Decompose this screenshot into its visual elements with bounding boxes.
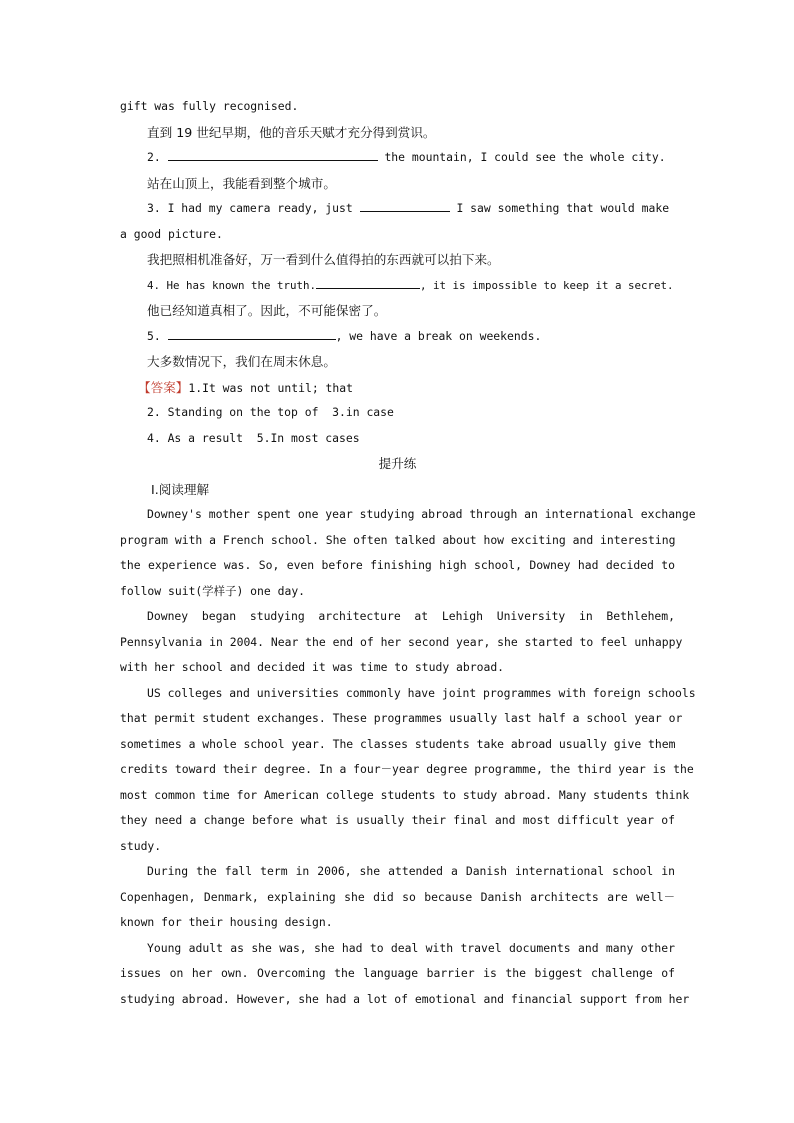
- question-5-number: 5.: [147, 328, 161, 343]
- q1-english-tail: gift was fully recognised.: [120, 99, 299, 113]
- question-4-number: 4.: [147, 278, 161, 292]
- question-4-text-after: , it is impossible to keep it a secret.: [420, 278, 674, 292]
- question-3-blank[interactable]: [360, 199, 450, 212]
- question-3-text-before: I had my camera ready, just: [167, 201, 353, 215]
- question-5-text: , we have a break on weekends.: [335, 328, 542, 343]
- document-page: [120, 94, 696, 1012]
- q1-chinese-translation: 直到 19 世纪早期，他的音乐天赋才充分得到赏识。: [147, 124, 436, 140]
- question-2: [120, 145, 675, 171]
- passage-p5-line-1: Young adult as she was, she had to deal with travel documents and many other: [147, 940, 675, 955]
- question-2-chinese: 站在山顶上，我能看到整个城市。: [147, 175, 336, 191]
- question-2-number: 2.: [147, 150, 161, 164]
- passage-p4-line-1: During the fall term in 2006, she attended a Danish international school in: [147, 864, 675, 878]
- passage-p5-line-2: issues on her own. Overcoming the language barrier is the biggest challenge of: [120, 966, 675, 980]
- question-3-text-after: I saw something that would make: [456, 201, 670, 215]
- passage-p4-line-3: known for their housing design.: [120, 915, 333, 929]
- passage-p1-line-1: Downey's mother spent one year studying abroad through an international exchange: [147, 507, 696, 521]
- question-4-chinese: 他已经知道真相了。因此，不可能保密了。: [147, 303, 387, 318]
- question-3: [120, 196, 675, 222]
- question-2-text: the mountain, I could see the whole city.: [384, 150, 666, 164]
- passage-p3-line-5: most common time for American college students to study abroad. Many students think: [120, 787, 690, 802]
- passage-p2-line-1: Downey began studying architecture at Lehigh University in Bethlehem,: [147, 609, 675, 623]
- question-5-chinese: 大多数情况下，我们在周末休息。: [147, 354, 336, 369]
- question-2-blank[interactable]: [168, 148, 378, 161]
- answer-text-1: 1.It was not until; that: [188, 380, 353, 395]
- section-subtitle: Ⅰ.阅读理解: [151, 481, 210, 497]
- passage-p3-line-1: US colleges and universities commonly have joint programmes with foreign schools: [147, 685, 696, 700]
- passage-p3-line-7: study.: [120, 838, 162, 853]
- question-5-blank[interactable]: [168, 327, 336, 340]
- question-4: [120, 273, 675, 299]
- passage-p4-line-2: Copenhagen, Denmark, explaining she did so because Danish architects are well－: [120, 889, 675, 904]
- passage-p2-line-3: with her school and decided it was time to study abroad.: [120, 660, 505, 674]
- answer-line-1: [120, 375, 675, 401]
- question-3-line-2: a good picture.: [120, 226, 223, 241]
- passage-p1-line-2: program with a French school. She often talked about how exciting and interesting: [120, 532, 676, 547]
- question-3-chinese: 我把照相机准备好，万一看到什么值得拍的东西就可以拍下来。: [147, 252, 500, 267]
- question-4-text-before: He has known the truth.: [166, 278, 317, 292]
- passage-p2-line-2: Pennsylvania in 2004. Near the end of her second year, she started to feel unhappy: [120, 634, 683, 649]
- passage-p5-line-3: studying abroad. However, she had a lot of emotional and financial support from her: [120, 991, 690, 1006]
- answer-label: 【答案】: [138, 379, 189, 395]
- passage-p1-line-3: the experience was. So, even before finishing high school, Downey had decided to: [120, 558, 675, 572]
- passage-p3-line-4: credits toward their degree. In a four－year degree programme, the third year is the: [120, 762, 694, 776]
- answer-line-2: 2. Standing on the top of 3.in case: [147, 405, 394, 419]
- section-title: 提升练: [378, 456, 417, 471]
- question-5: [120, 324, 675, 350]
- passage-p3-line-2: that permit student exchanges. These programmes usually last half a school year or: [120, 711, 683, 725]
- question-3-number: 3.: [147, 201, 161, 215]
- passage-p3-line-6: they need a change before what is usually their final and most difficult year of: [120, 813, 675, 827]
- question-4-blank[interactable]: [316, 276, 420, 289]
- answer-line-3: 4. As a result 5.In most cases: [147, 430, 360, 445]
- passage-p1-line-4: follow suit(学样子) one day.: [120, 583, 306, 598]
- passage-p3-line-3: sometimes a whole school year. The classes students take abroad usually give them: [120, 736, 676, 751]
